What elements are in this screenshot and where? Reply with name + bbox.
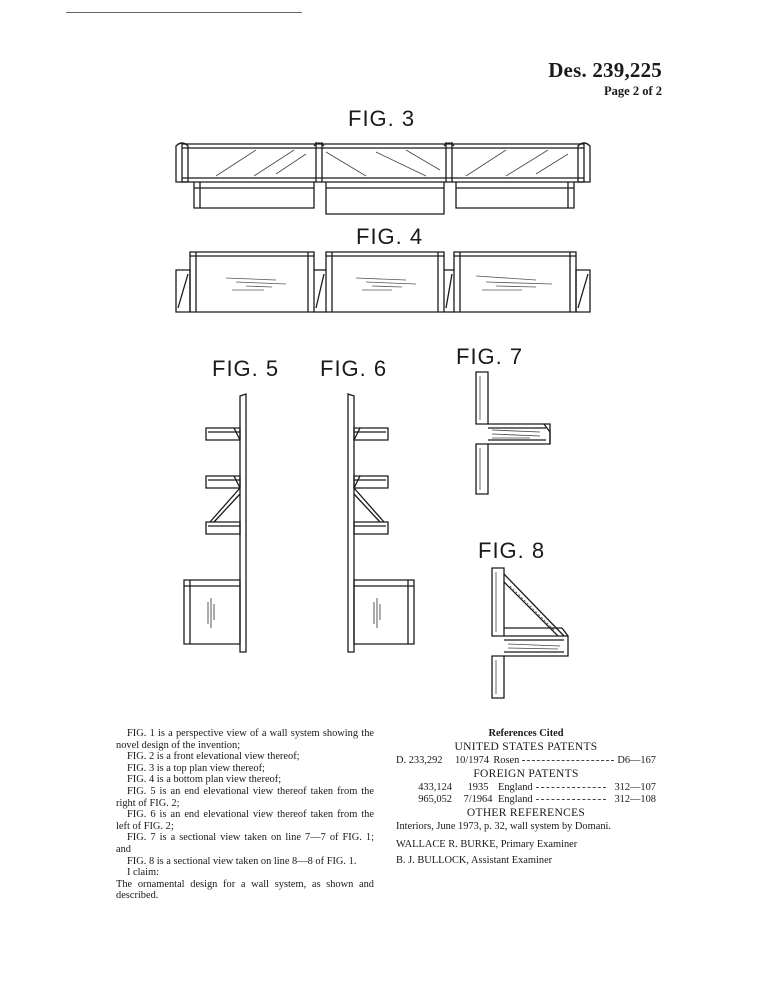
patent-country-cell: England [498,794,613,806]
description-line: FIG. 3 is a top plan view thereof; [127,762,265,774]
us-patents-heading: UNITED STATES PATENTS [454,741,598,753]
patent-number: Des. 239,225 [548,58,662,82]
patent-number-cell: 433,124 [418,782,452,793]
fig6-label: FIG. 6 [320,356,388,381]
figure-description [116,728,374,902]
table-row [396,755,656,767]
patent-date-cell: 10/1974 [454,755,490,766]
us-patents-table [396,755,656,767]
examiners [396,839,656,867]
patent-class-cell: D6—167 [617,755,656,766]
description-line: FIG. 8 is a sectional view taken on line 8—8 of FIG. 1. [127,855,357,867]
patent-country-cell: England [498,782,613,794]
fig8-section-drawing [488,566,572,700]
other-references-heading: OTHER REFERENCES [466,807,586,819]
description-line: FIG. 5 is an end elevational view thereof taken from the right of FIG. 2; [116,785,374,809]
top-rule [66,12,302,13]
foreign-patents-table [396,782,656,806]
patent-class-cell: 312—108 [614,794,656,805]
references-title: References Cited [488,728,564,739]
table-row [396,782,656,794]
description-line: FIG. 2 is a front elevational view thereof; [127,751,300,763]
table-row [396,794,656,806]
page-number: Page 2 of 2 [604,84,662,98]
fig6-end-elevation-drawing [344,392,416,654]
fig4-bottom-plan-drawing [176,246,590,320]
fig7-label: FIG. 7 [456,344,524,369]
assistant-examiner: B. J. BULLOCK, Assistant Examiner [396,855,553,866]
other-references-text: Interiors, June 1973, p. 32, wall system by Domani. [396,821,612,832]
references-cited [396,728,656,871]
fig3-top-plan-drawing [176,136,590,216]
patent-date-cell: 7/1964 [463,794,493,805]
patent-date-cell: 1935 [467,782,489,793]
claim-text: The ornamental design for a wall system, as shown and described. [116,878,374,902]
fig5-end-elevation-drawing [184,392,252,654]
fig8-label: FIG. 8 [478,538,546,563]
patent-number-cell: 965,052 [418,794,452,805]
patent-name-cell: Rosen [493,755,617,767]
primary-examiner: WALLACE R. BURKE, Primary Examiner [396,839,578,850]
foreign-patents-heading: FOREIGN PATENTS [473,768,579,780]
fig4-label: FIG. 4 [356,224,424,249]
description-line: FIG. 4 is a bottom plan view thereof; [127,774,282,786]
description-line: FIG. 1 is a perspective view of a wall system showing the novel design of the invention; [116,728,374,751]
fig3-label: FIG. 3 [348,106,416,131]
fig5-label: FIG. 5 [212,356,280,381]
description-line: FIG. 7 is a sectional view taken on line 7—7 of FIG. 1; and [116,832,374,855]
fig7-section-drawing [470,372,554,496]
patent-number-cell: D. 233,292 [396,755,443,766]
claim-heading: I claim: [127,867,160,879]
patent-class-cell: 312—107 [614,782,656,793]
description-line: FIG. 6 is an end elevational view thereof taken from the left of FIG. 2; [116,809,374,832]
